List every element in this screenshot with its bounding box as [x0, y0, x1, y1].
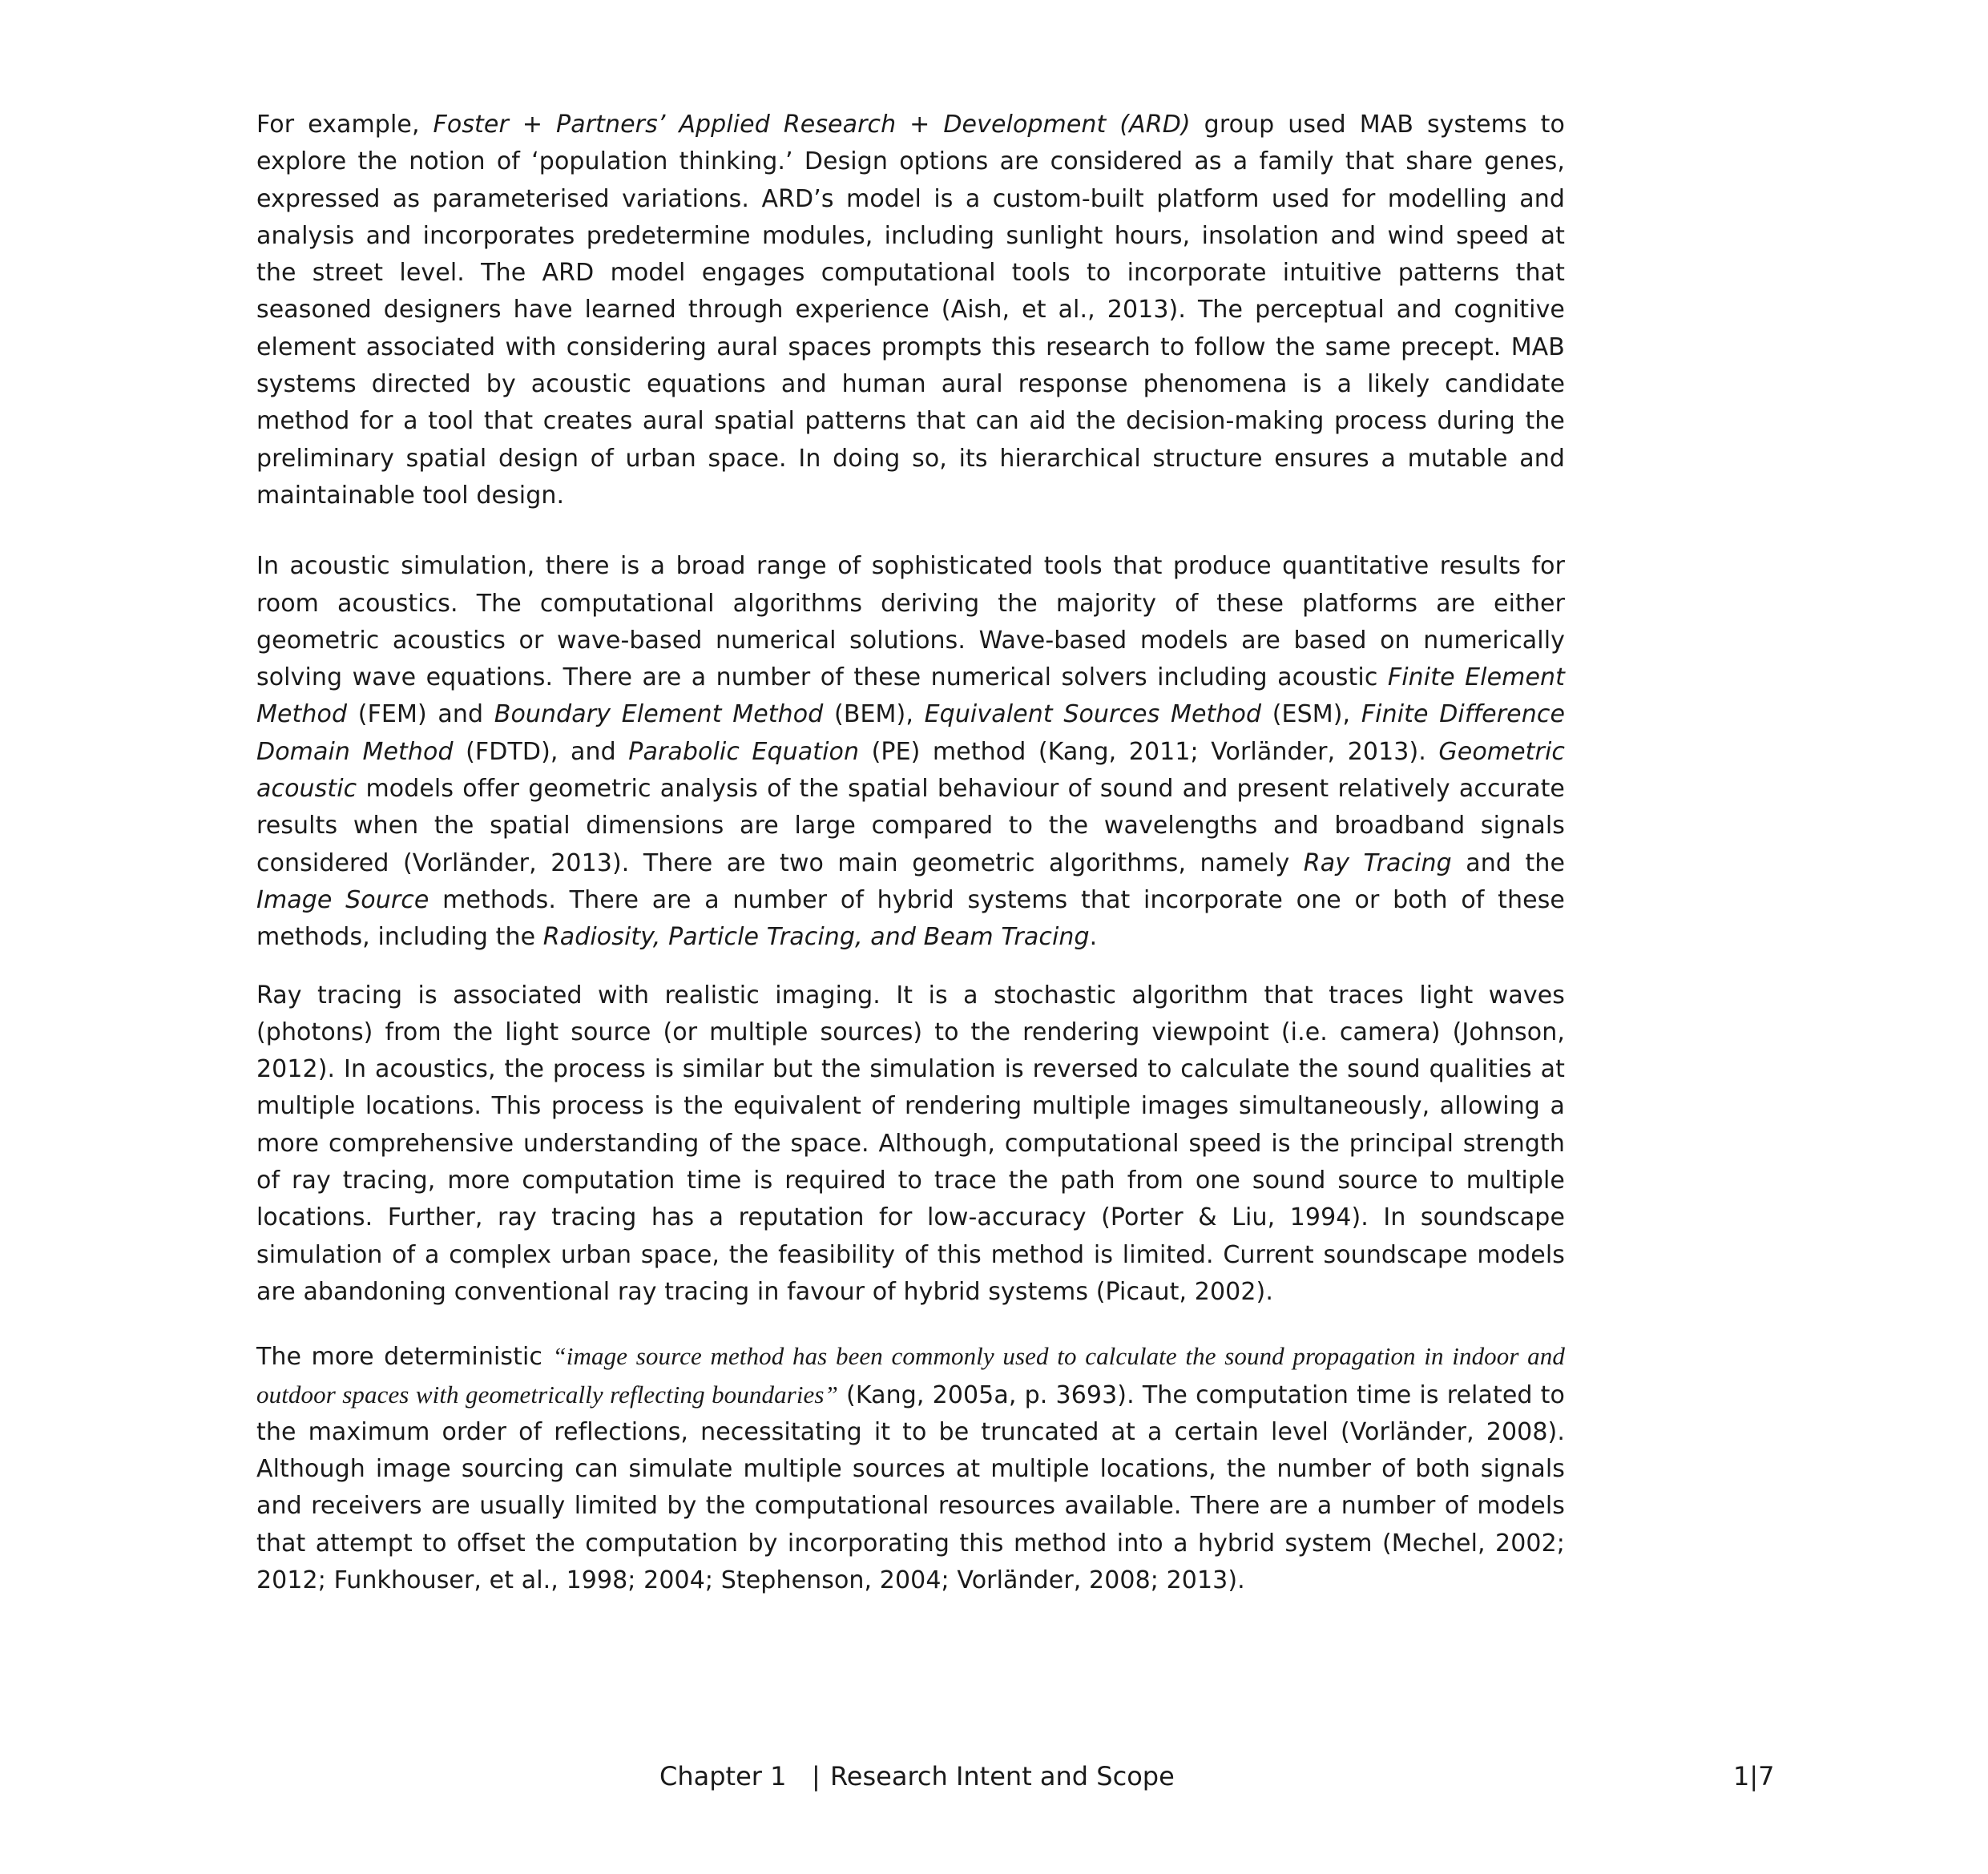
footer-separator: | — [812, 1761, 821, 1791]
italic-term: Radiosity, Particle Tracing, and Beam Tracing — [542, 923, 1090, 952]
page-footer — [0, 1761, 1988, 1799]
text-run: . — [1089, 923, 1098, 952]
italic-term: Foster + Partners’ Applied Research + Development (ARD) — [433, 111, 1191, 139]
text-run: models offer geometric analysis of the spatial behaviour of sound and present relatively accurate results when the spatial dimensions are large compared to the wavelengths and broadband signals considered (Vorländer, 2013). There are two main geometric algorithms, namely — [256, 775, 1565, 877]
text-run: (Kang, 2005a, p. 3693). The computation time is related to the maximum order of reflections, necessitating it to be truncated at a certain level (Vorländer, 2008). Although image sourcing can simulate multiple sources at multiple locations, the number of both signals and receivers are usually limited by the computational resources available. There are a number of models that attempt to offset the computation by incorporating this method into a hybrid system (Mechel, 2002; 2012; Funkhouser, et al., 1998; 2004; Stephenson, 2004; Vorländer, 2008; 2013). — [256, 1380, 1565, 1594]
text-run: For example, — [256, 111, 433, 139]
text-run: The more deterministic — [256, 1343, 553, 1372]
text-run: Ray tracing is associated with realistic imaging. It is a stochastic algorithm that traces light waves (photons) from the light source (or multiple sources) to the rendering viewpoint (i.e. camera) (Johnson, 2012). In acoustics, the process is similar but the simulation is reversed to calculate the sound qualities at multiple locations. This process is the equivalent of rendering multiple images simultaneously, allowing a more comprehensive understanding of the space. Although, computational speed is the principal strength of ray tracing, more computation time is required to trace the path from one sound source to multiple locations. Further, ray tracing has a reputation for low-accuracy (Porter & Liu, 1994). In soundscape simulation of a complex urban space, the feasibility of this method is limited. Current soundscape models are abandoning conventional ray tracing in favour of hybrid systems (Picaut, 2002). — [256, 981, 1565, 1306]
italic-term: Boundary Element Method — [494, 700, 824, 729]
text-run: and the — [1451, 848, 1566, 877]
italic-term: Geometric acoustic — [256, 737, 1565, 804]
body-text — [256, 107, 1565, 1599]
text-run: (BEM), — [823, 700, 925, 729]
italic-term: Finite Element Method — [256, 663, 1565, 729]
text-run: (FEM) and — [347, 700, 494, 729]
text-run: (FDTD), and — [453, 737, 629, 766]
quotation: “image source method has been commonly used to calculate the sound propagation in indoor and outdoor spaces with geometrically reflecting boundaries” — [256, 1342, 1565, 1409]
italic-term: Ray Tracing — [1303, 848, 1452, 877]
paragraph-2 — [256, 548, 1565, 956]
text-run: group used MAB systems to explore the notion of ‘population thinking.’ Design options are considered as a family that share genes, expressed as parameterised variations. ARD’s model is a custom-built platform used for modelling and analysis and incorporates predetermine modules, including sunlight hours, insolation and wind speed at the street level. The ARD model engages computational tools to incorporate intuitive patterns that seasoned designers have learned through experience (Aish, et al., 2013). The perceptual and cognitive element associated with considering aural spaces prompts this research to follow the same precept. MAB systems directed by acoustic equations and human aural response phenomena is a likely candidate method for a tool that creates aural spatial patterns that can aid the decision-making process during the preliminary spatial design of urban space. In doing so, its hierarchical structure ensures a mutable and maintainable tool design. — [256, 111, 1565, 510]
paragraph-3 — [256, 977, 1565, 1312]
text-run: (PE) method (Kang, 2011; Vorländer, 2013). — [859, 737, 1439, 766]
page-number: 1|7 — [1733, 1761, 1775, 1791]
text-run: (ESM), — [1261, 700, 1361, 729]
paragraph-4 — [256, 1338, 1565, 1599]
paragraph-1 — [256, 107, 1565, 514]
text-run: methods. There are a number of hybrid systems that incorporate one or both of these methods, including the — [256, 885, 1565, 952]
italic-term: Equivalent Sources Method — [924, 700, 1262, 729]
italic-term: Image Source — [256, 885, 429, 914]
italic-term: Finite Difference Domain Method — [256, 700, 1565, 766]
footer-section-title: Research Intent and Scope — [830, 1761, 1175, 1791]
italic-term: Parabolic Equation — [628, 737, 860, 766]
footer-chapter: Chapter 1 — [659, 1761, 787, 1791]
text-run: In acoustic simulation, there is a broad range of sophisticated tools that produce quantitative results for room acoustics. The computational algorithms deriving the majority of these platforms are either geometric acoustics or wave-based numerical solutions. Wave-based models are based on numerically solving wave equations. There are a number of these numerical solvers including acoustic — [256, 552, 1565, 692]
